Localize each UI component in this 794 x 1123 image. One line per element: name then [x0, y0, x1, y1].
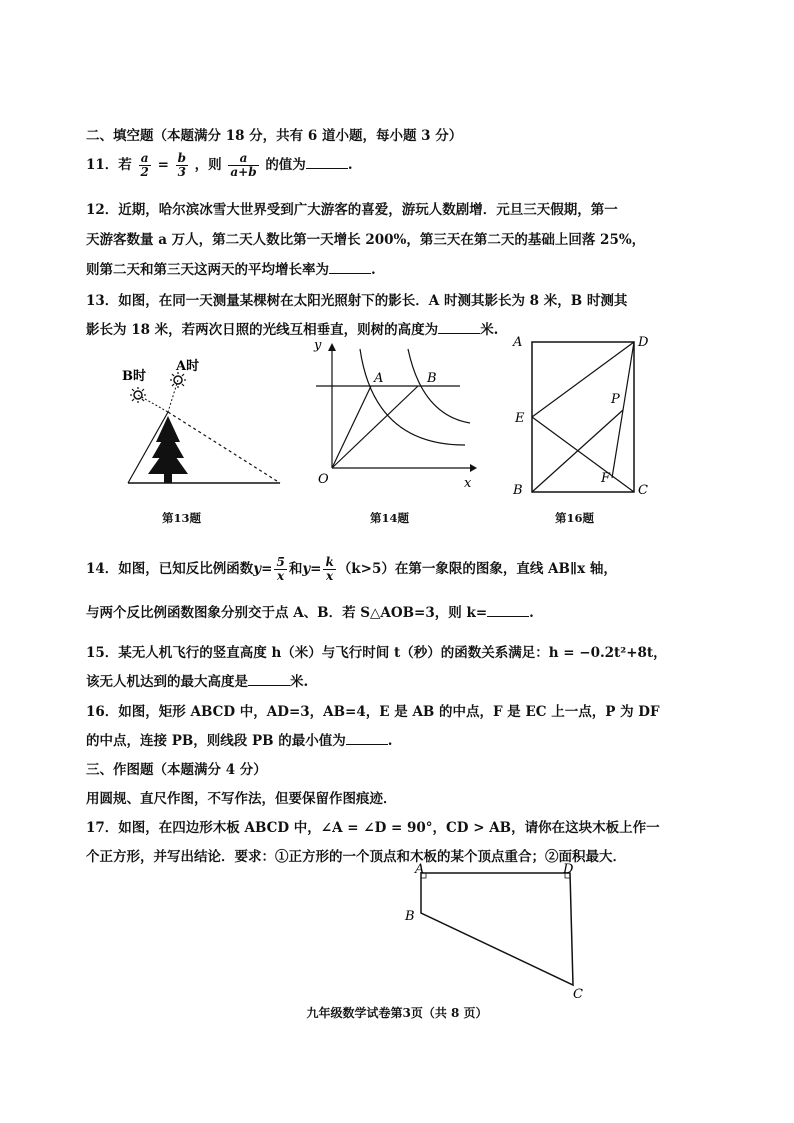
section-title: 二、填空题（本题满分 18 分，共有 6 道小题，每小题 3 分） — [86, 128, 463, 144]
answer-blank — [306, 156, 348, 169]
question-16-line2 — [86, 729, 392, 749]
vertex-b-label: B — [405, 909, 415, 924]
vertex-d-label: D — [638, 335, 649, 350]
question-16-line1: 16．如图，矩形 ABCD 中，AD=3，AB=4，E 是 AB 的中点，F 是 EC 上一点，P 为 DF — [86, 704, 660, 720]
figure-17 — [395, 860, 595, 1000]
curve-5-over-x — [360, 349, 465, 445]
question-15-line1: 15．某无人机飞行的竖直高度 h（米）与飞行时间 t（秒）的函数关系满足：h = −0.2t²+8t， — [86, 645, 667, 661]
q12-line2: 天游客数量 a 万人，第二天人数比第一天增长 200%，第三天在第二天的基础上回落 25%， — [86, 232, 646, 248]
section-title-3: 三、作图题（本题满分 4 分） — [86, 762, 267, 778]
label-b-time: B时 — [122, 369, 146, 384]
q14-end: . — [529, 605, 534, 621]
q14-prefix: 14．如图，已知反比例函数 — [86, 561, 254, 577]
question-15-line2 — [86, 670, 308, 690]
q14-line2-text: 与两个反比例函数图象分别交于点 A、B．若 S△AOB=3，则 k= — [86, 605, 488, 621]
vertex-c-label: C — [638, 483, 648, 498]
vertex-d-label: D — [563, 862, 574, 877]
question-11 — [86, 152, 353, 179]
fraction-5-over-x: $\frac{5}{x}$ — [276, 555, 285, 583]
label-a-time: A时 — [176, 359, 200, 374]
q12-end: . — [371, 262, 376, 278]
vertex-a-label: A — [415, 862, 425, 877]
fraction-a-over-a-plus-b: $\frac{a}{a+b}$ — [230, 151, 257, 179]
q13-line2-text: 影长为 18 米，若两次日照的光线互相垂直，则树的高度为 — [86, 322, 439, 338]
answer-blank — [487, 604, 529, 617]
q12-line1: 12．近期，哈尔滨冰雪大世界受到广大游客的喜爱，游玩人数剧增．元旦三天假期，第一 — [86, 202, 618, 218]
answer-blank — [329, 261, 371, 274]
tree-icon — [148, 416, 188, 483]
figure-14 — [310, 335, 480, 495]
q16-line2-text: 的中点，连接 PB，则线段 PB 的最小值为 — [86, 733, 346, 749]
q13-end: 米. — [480, 322, 499, 338]
q17-line2: 个正方形，并写出结论．要求：①正方形的一个顶点和木板的某个顶点重合；②面积最大． — [86, 849, 626, 865]
q11-mid: ，则 — [194, 157, 222, 173]
q17-line1: 17．如图，在四边形木板 ABCD 中，∠A = ∠D = 90°，CD > AB，请你在这块木板上作一 — [86, 820, 660, 836]
q16-end: . — [387, 733, 393, 749]
vertex-a-label: A — [513, 335, 523, 350]
point-b-label: B — [427, 371, 437, 386]
answer-blank — [248, 673, 290, 686]
q17-intro: 用圆规、直尺作图，不写作法，但要保留作图痕迹． — [86, 791, 397, 807]
vertex-b-label: B — [513, 483, 523, 498]
question-14-line2 — [86, 601, 534, 621]
q14-and: 和 — [288, 561, 303, 577]
q15-line2-text: 该无人机达到的最大高度是 — [86, 674, 248, 690]
q13-line1: 13．如图，在同一天测量某棵树在太阳光照射下的影长．A 时测其影长为 8 米，B 时测其 — [86, 293, 628, 309]
origin-label: O — [318, 472, 329, 487]
q15-end: 米. — [290, 674, 309, 690]
point-e-label: E — [515, 411, 525, 426]
page-footer: 九年级数学试卷第3页（共 8 页） — [306, 1006, 488, 1020]
caption-fig16: 第16题 — [555, 511, 595, 525]
point-p-label: P — [611, 392, 620, 407]
answer-blank — [346, 732, 388, 745]
vertex-c-label: C — [573, 987, 583, 1000]
axis-x-label: x — [464, 476, 472, 491]
fraction-a-over-2: $\frac{a}{2}$ — [140, 151, 149, 179]
equals-sign: = — [157, 157, 169, 173]
figure-16 — [505, 330, 665, 500]
answer-blank — [438, 321, 480, 334]
fraction-b-over-3: $\frac{b}{3}$ — [177, 151, 186, 179]
q12-line3-text: 则第二天和第三天这两天的平均增长率为 — [86, 262, 329, 278]
q14-suffix: （k>5）在第一象限的图象，直线 AB∥x 轴， — [337, 561, 617, 577]
q14-y1: y= — [253, 561, 273, 577]
point-a-label: A — [374, 371, 384, 386]
point-f-label: F — [601, 471, 611, 486]
q11-prefix: 11．若 — [86, 157, 132, 173]
caption-fig13: 第13题 — [162, 511, 202, 525]
caption-fig14: 第14题 — [370, 511, 410, 525]
figure-13 — [108, 350, 298, 495]
q11-end: . — [347, 157, 353, 173]
axis-y-label: y — [314, 338, 322, 353]
q14-y2: y= — [302, 561, 322, 577]
question-14-line1 — [86, 556, 617, 583]
fraction-k-over-x: $\frac{k}{x}$ — [325, 555, 334, 583]
q12-line3 — [86, 258, 376, 278]
q11-post: 的值为 — [265, 157, 306, 173]
